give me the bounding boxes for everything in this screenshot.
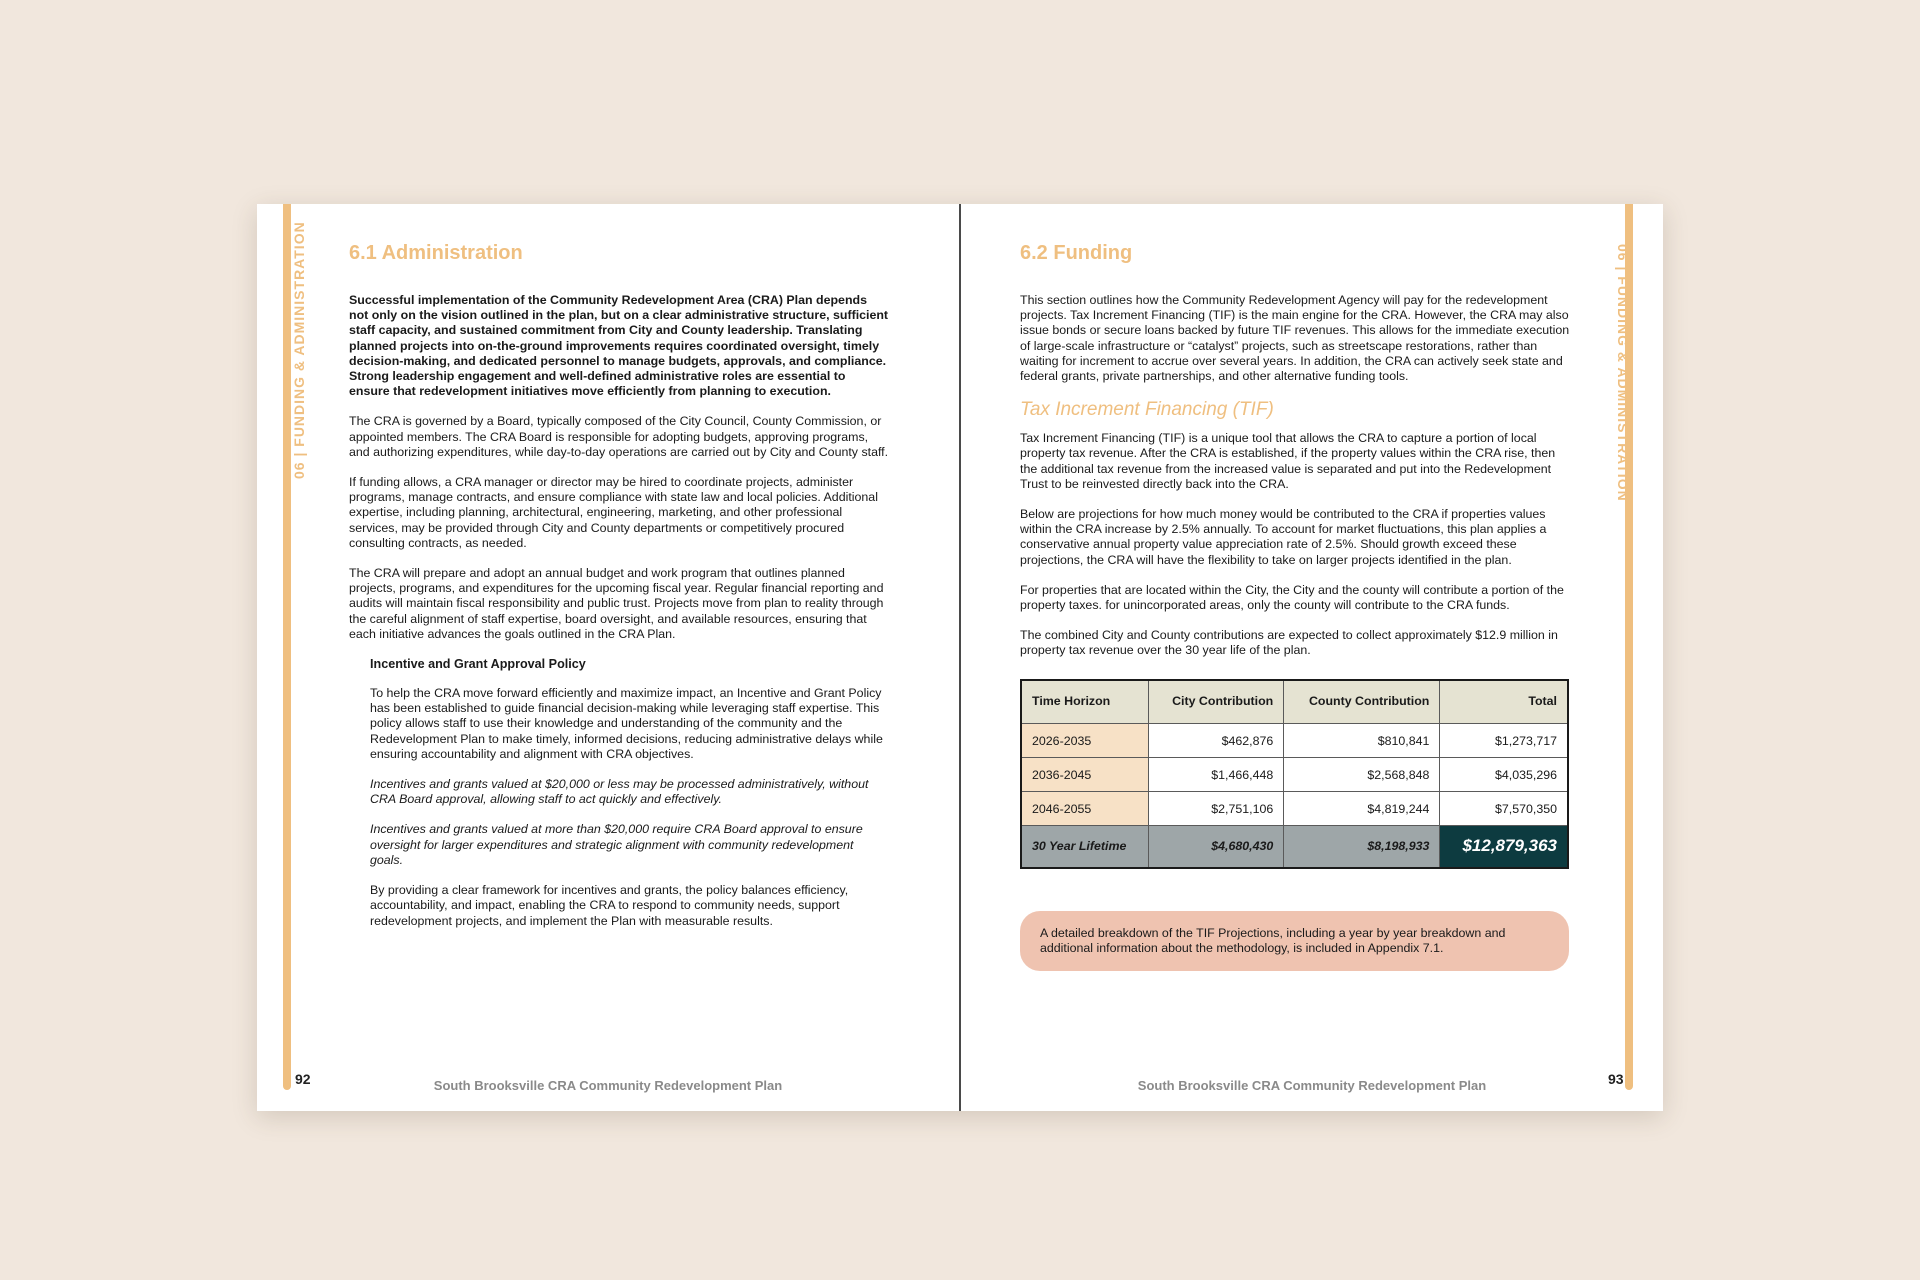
- tif-paragraph-4: The combined City and County contributions are expected to collect approximately $12.9 million in property tax revenue over the 30 year life of the plan.: [1020, 628, 1558, 658]
- section-title-funding: 6.2 Funding: [1020, 242, 1133, 264]
- cell-county: $4,819,244: [1284, 792, 1440, 826]
- header-total: Total: [1440, 680, 1568, 724]
- cell-city: $1,466,448: [1149, 758, 1284, 792]
- policy-italic-1: Incentives and grants valued at $20,000 or less may be processed administratively, without CRA Board approval, allowing staff to act quickly and effectively.: [370, 777, 869, 807]
- policy-block: [349, 657, 889, 929]
- total-label: 30 Year Lifetime: [1021, 826, 1149, 868]
- table-row: [1021, 758, 1568, 792]
- tif-paragraph-3: For properties that are located within the City, the City and the county will contribute a portion of the property taxes. for unincorporated areas, only the county will contribute to the CRA funds.: [1020, 582, 1564, 613]
- left-content: [349, 242, 889, 944]
- table-row: [1021, 792, 1568, 826]
- tif-paragraph-1: Tax Increment Financing (TIF) is a unique tool that allows the CRA to capture a portion of local property tax revenue. After the CRA is established, if the property values within the CRA rise, then the additional tax revenue from the increased value is separated and put into the Redevelopment Trust to be reinvested directly back into the CRA.: [1020, 431, 1556, 491]
- cell-horizon: 2046-2055: [1021, 792, 1149, 826]
- policy-paragraph-2: By providing a clear framework for incentives and grants, the policy balances efficiency, accountability, and impact, enabling the CRA to respond to community needs, support redevelopment projects, and implement the Plan with measurable results.: [370, 883, 849, 928]
- right-page-number: 93: [1608, 1071, 1624, 1087]
- header-time-horizon: Time Horizon: [1021, 680, 1149, 724]
- header-city-contribution: City Contribution: [1149, 680, 1284, 724]
- left-side-label: 06 | FUNDING & ADMINISTRATION: [291, 221, 307, 479]
- right-side-label: 06 | FUNDING & ADMINISTRATION: [1615, 244, 1631, 502]
- cell-city: $462,876: [1149, 724, 1284, 758]
- section-title-administration: 6.1 Administration: [349, 242, 523, 264]
- cell-horizon: 2036-2045: [1021, 758, 1149, 792]
- right-footer: South Brooksville CRA Community Redevelopment Plan: [1137, 1078, 1487, 1093]
- cell-horizon: 2026-2035: [1021, 724, 1149, 758]
- tif-heading: Tax Increment Financing (TIF): [1020, 399, 1274, 421]
- book-spread: [257, 204, 1663, 1111]
- cell-county: $810,841: [1284, 724, 1440, 758]
- administration-paragraph-3: The CRA will prepare and adopt an annual budget and work program that outlines planned projects, programs, and expenditures for the upcoming fiscal year. Regular financial reporting and audits will maintain fiscal responsibility and public trust. Projects move from plan to reality through the careful alignment of staff expertise, board oversight, and available resources, ensuring that each initiative advances the goals outlined in the CRA Plan.: [349, 566, 884, 641]
- cell-total: $1,273,717: [1440, 724, 1568, 758]
- policy-paragraph-1: To help the CRA move forward efficiently and maximize impact, an Incentive and Grant Policy has been established to guide financial decision-making while leveraging staff expertise. This policy allows staff to use their knowledge and understanding of the community and the Redevelopment Plan to make timely, informed decisions, reducing administrative delays while ensuring accountability and alignment with CRA objectives.: [370, 686, 883, 761]
- tif-paragraph-2: Below are projections for how much money would be contributed to the CRA if properties values within the CRA increase by 2.5% annually. To account for market fluctuations, this plan applies a conservative annual property value appreciation rate of 2.5%. Should growth exceed these projections, the CRA will have the flexibility to take on larger projects identified in the plan.: [1020, 507, 1547, 567]
- cell-county: $2,568,848: [1284, 758, 1440, 792]
- header-county-contribution: County Contribution: [1284, 680, 1440, 724]
- administration-paragraph-1: The CRA is governed by a Board, typically composed of the City Council, County Commission, or appointed members. The CRA Board is responsible for adopting budgets, approving programs, and authorizing expenditures, while day-to-day operations are carried out by City and County staff.: [349, 414, 889, 459]
- left-page-number: 92: [295, 1071, 311, 1087]
- cell-city: $2,751,106: [1149, 792, 1284, 826]
- funding-paragraph-1: This section outlines how the Community Redevelopment Agency will pay for the redevelopment projects. Tax Increment Financing (TIF) is the main engine for the CRA. However, the CRA may also issue bonds or secure loans backed by future TIF revenues. This allows for the immediate execution of large-scale infrastructure or “catalyst” projects, such as streetscape restorations, rather than waiting for increment to accrue over several years. In addition, the CRA can actively seek state and federal grants, private partnerships, and other alternative funding tools.: [1020, 293, 1570, 384]
- policy-heading: Incentive and Grant Approval Policy: [370, 657, 586, 672]
- total-city: $4,680,430: [1149, 826, 1284, 868]
- table-total-row: [1021, 826, 1568, 868]
- administration-paragraph-2: If funding allows, a CRA manager or director may be hired to coordinate projects, administer programs, manage contracts, and ensure compliance with state law and local policies. Additional expertise, including planning, architectural, engineering, marketing, and other professional services, may be provided through City and County departments or competitively procured consulting contracts, as needed.: [349, 475, 878, 550]
- policy-italic-2: Incentives and grants valued at more than $20,000 require CRA Board approval to ensure oversight for larger expenditures and strategic alignment with community redevelopment goals.: [370, 822, 863, 867]
- total-grand: $12,879,363: [1440, 826, 1568, 868]
- cell-total: $7,570,350: [1440, 792, 1568, 826]
- left-page: [257, 204, 959, 1111]
- right-content: [1020, 242, 1572, 971]
- left-accent-bar: [283, 204, 291, 1090]
- tif-projection-table: [1020, 679, 1569, 869]
- cell-total: $4,035,296: [1440, 758, 1568, 792]
- right-page: [961, 204, 1663, 1111]
- table-row: [1021, 724, 1568, 758]
- total-county: $8,198,933: [1284, 826, 1440, 868]
- left-footer: South Brooksville CRA Community Redevelopment Plan: [433, 1078, 783, 1093]
- administration-lead: Successful implementation of the Community Redevelopment Area (CRA) Plan depends not only on the vision outlined in the plan, but on a clear administrative structure, sufficient staff capacity, and sustained commitment from City and County leadership. Translating planned projects into on-the-ground improvements requires coordinated oversight, timely decision-making, and dedicated personnel to manage budgets, approvals, and compliance. Strong leadership engagement and well-defined administrative roles are essential to ensure that redevelopment initiatives move efficiently from planning to execution.: [349, 293, 889, 399]
- appendix-callout: A detailed breakdown of the TIF Projections, including a year by year breakdown and additional information about the methodology, is included in Appendix 7.1.: [1020, 911, 1569, 971]
- table-header-row: [1021, 680, 1568, 724]
